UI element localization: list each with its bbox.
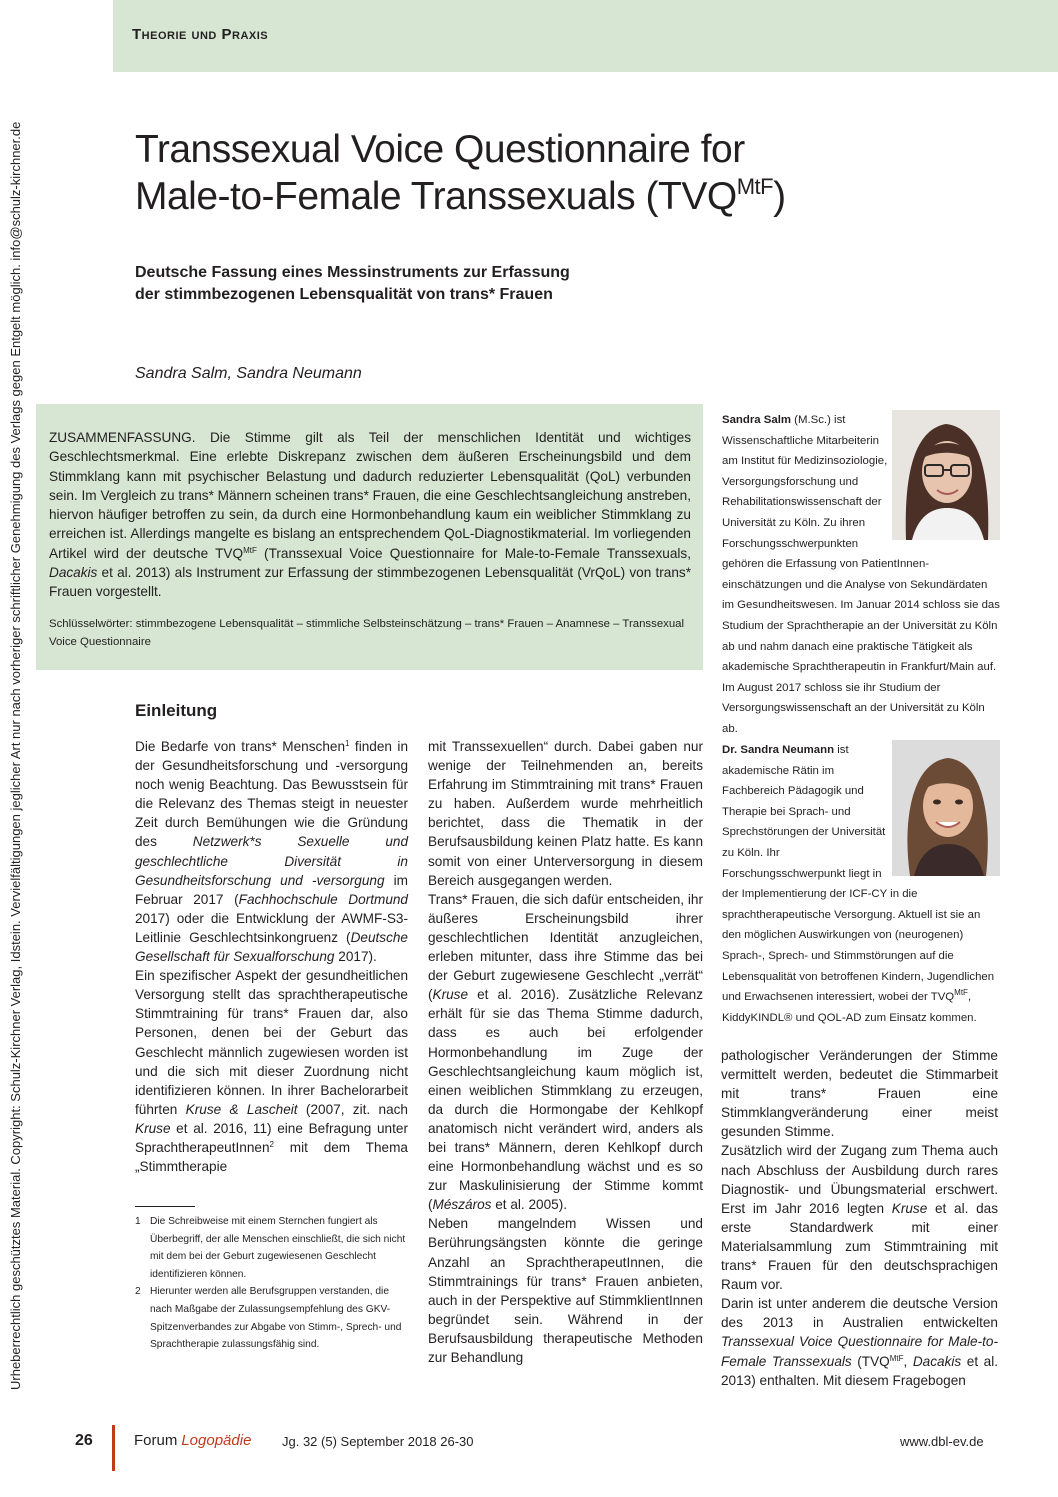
- bio1-name: Sandra Salm: [722, 414, 792, 426]
- footer-accent-bar: [112, 1425, 115, 1471]
- keywords: Schlüsselwörter: stimmbezogene Lebensqualität – stimmliche Selbsteinschätzung – trans* Frauen – Anamnese – Transsexual Voice Questionnaire: [49, 618, 685, 648]
- author-photo-salm: [892, 410, 1000, 540]
- column-1: [135, 737, 408, 1176]
- journal-forum: Forum: [134, 1432, 178, 1449]
- footnotes: [135, 1213, 408, 1354]
- abstract-part1: ZUSAMMENFASSUNG. Die Stimme gilt als Teil der menschlichen Identität und wichtiges Geschlechtsmerkmal. Eine erlebte Diskrepanz zwischen dem äußeren Erscheinungsbild und dem Stimmklang kann mit psychischer Belastung und dadurch reduzierter Lebensqualität (QoL) verbunden sein. Im Vergleich zu trans* Männern scheinen trans* Frauen, die eine Geschlechtsangleichung anstreben, hiervon häufiger betroffen zu sein, da durch eine Hormonbehandlung kaum ein weiblicher Stimmklang zu erreichen ist. Allerdings mangelte es bislang an entsprechendem QoL-Diagnostikmaterial. Im vorliegenden Artikel wird der deutsche TVQ: [49, 430, 691, 561]
- col3-paragraph-1: pathologischer Veränderungen der Stimme vermittelt werden, bedeutet die Stimmarbeit mit trans* Frauen eine Stimmklangveränderung einer meist gesunden Stimme.: [721, 1048, 998, 1140]
- title-close: ): [773, 175, 786, 218]
- subtitle-line1: Deutsche Fassung eines Messinstruments zur Erfassung: [135, 264, 570, 281]
- bio1-text: (M.Sc.) ist Wissenschaftliche Mitarbeiterin am Institut für Medizinsoziologie, Versorgungsforschung und Rehabilitationswissenschaft der Universität zu Köln. Zu ihren Forschungsschwerpunkten gehören die Erfassung von PatientInnen-einschätzungen und die Analyse von Sekundärdaten im Gesundheitswesen. Im Januar 2014 schloss sie das Studium der Sprachtherapie an der Universität zu Köln ab und nahm danach eine praktische Tätigkeit als akademische Sprachtherapeutin in Frankfurt/Main auf. Im August 2017 schloss sie ihr Studium der Versorgungswissenschaft an der Universität zu Köln ab.: [722, 414, 1000, 735]
- copyright-notice: Urheberrechtlich geschütztes Material. Copyright: Schulz-Kirchner Verlag, Idstein. Vervielfältigungen jeglicher Art nur nach vorheriger schriftlicher Genehmigung des Verlags gegen Entgelt möglich. info@schulz-kirchner.de: [8, 121, 23, 1390]
- section-label: Theorie und Praxis: [132, 26, 269, 43]
- column-3: [721, 1046, 998, 1390]
- article-subtitle: [135, 262, 695, 306]
- col2-paragraph-1: mit Transsexuellen“ durch. Dabei gaben nur wenige der Teilnehmenden an, bereits Erfahrung im Stimmtraining mit trans* Frauen zu haben. Außerdem wurde mehrheitlich berichtet, dass die Thematik in der Berufsausbildung keinen Platz hatte. Es kann somit von einer Unterversorgung in diesem Bereich ausgegangen werden.: [428, 739, 703, 888]
- bio2-name: Dr. Sandra Neumann: [722, 744, 835, 756]
- journal-name: [134, 1432, 251, 1449]
- page-number: 26: [75, 1432, 93, 1449]
- journal-logopaedie: Logopädie: [181, 1432, 252, 1449]
- footnote: 2 Hierunter werden alle Berufsgruppen verstanden, die nach Maßgabe der Zulassungsempfehlung des GKV-Spitzenverbandes zur Abgabe von Stimm-, Sprech- und Sprachtherapie zulassungsfähig sind.: [135, 1286, 402, 1351]
- article-title: [135, 126, 895, 220]
- footnote-rule: [135, 1206, 195, 1207]
- col2-paragraph-3: Neben mangelndem Wissen und Berührungsängsten könnte die geringe Anzahl an SprachtherapeutInnen, die Stimmtrainings für trans* Frauen anbieten, auch in der Perspektive auf StimmklientInnen begründet sein. Während in der Berufsausbildung therapeutische Methoden zur Behandlung: [428, 1216, 703, 1365]
- col1-paragraph-1: Die Bedarfe von trans* Menschen$^1$ finden in der Gesundheitsforschung und -versorgung noch wenig Beachtung. Das Bewusstsein für die Relevanz des Themas steigt in neuester Zeit durch Bemühungen wie die Gründung des Netzwerk*s Sexuelle und geschlechtliche Diversität in Gesundheitsforschung und -versorgung im Februar 2017 (Fachhochschule Dortmund 2017) oder die Entwicklung der AWMF-S3-Leitlinie Geschlechtsinkongruenz (Deutsche Gesellschaft für Sexualforschung 2017).: [135, 739, 409, 965]
- column-2: [428, 737, 703, 1367]
- title-superscript: MtF: [736, 174, 774, 199]
- title-line2: Male-to-Female Transsexuals (TVQ: [135, 175, 737, 218]
- abstract-sup: MtF: [243, 545, 257, 555]
- authors: Sandra Salm, Sandra Neumann: [135, 365, 362, 382]
- abstract-text: [49, 428, 691, 602]
- bio2-text-end: , KiddyKINDL® und QOL-AD zum Einsatz kommen.: [722, 991, 977, 1024]
- bio2-sup: MtF: [954, 988, 968, 998]
- col3-paragraph-3: Darin ist unter anderem die deutsche Version des 2013 in Australien entwickelten Transsexual Voice Questionnaire for Male-to-Female Transsexuals ($TVQ^{MtF}$, Dacakis et al. 2013) enthalten. Mit diesem Fragebogen: [721, 1296, 999, 1388]
- author-bio-neumann: [722, 740, 1000, 1028]
- abstract-part3: et al. 2013) als Instrument zur Erfassung der stimmbezogenen Lebensqualität (VrQoL) von trans* Frauen vorgestellt.: [49, 565, 691, 600]
- col2-paragraph-2: Trans* Frauen, die sich dafür entscheiden, ihr äußeres Erscheinungsbild ihrer geschlechtlichen Identität anzugleichen, erleben mitunter, dass ihre Stimme das bei der Geburt zugewiesene Geschlecht „verrät“ (Kruse et al. 2016). Zusätzliche Relevanz erhält für sie das Thema Stimme dadurch, dass es auch bei erfolgender Hormonbehandlung im Zuge der Geschlechtsangleichung kaum möglich ist, einen weiblichen Stimmklang zu erzeugen, da durch die Hormongabe der Kehlkopf anatomisch nicht verändert wird, anders als bei trans* Männern, deren Kehlkopf durch eine Hormonbehandlung wächst und es so zur Maskulinisierung der Stimme kommt (Mészáros et al. 2005).: [428, 891, 703, 1213]
- author-bio-salm: [722, 410, 1000, 740]
- abstract-part2: (Transsexual Voice Questionnaire for Male-to-Female Transsexuals,: [256, 545, 691, 561]
- title-line1: Transsexual Voice Questionnaire for: [135, 128, 745, 171]
- col3-paragraph-2: Zusätzlich wird der Zugang zum Thema auch nach Abschluss der Ausbildung durch rares Diagnostik- und Übungsmaterial erschwert. Erst im Jahr 2016 legten Kruse et al. das erste Standardwerk mit einer Materialsammlung zum Stimmtraining mit trans* Frauen für den deutschsprachigen Raum vor.: [721, 1143, 998, 1293]
- journal-issue: Jg. 32 (5) September 2018 26-30: [282, 1434, 474, 1449]
- intro-heading: Einleitung: [135, 701, 218, 720]
- bio2-text: ist akademische Rätin im Fachbereich Pädagogik und Therapie bei Sprach- und Sprechstörungen der Universität zu Köln. Ihr Forschungsschwerpunkt liegt in der Implementierung der ICF-CY in die sprachtherapeutische Versorgung. Aktuell ist sie an den möglichen Auswirkungen von (neurogenen) Sprach-, Sprech- und Stimmstörungen auf die Lebensqualität von betroffenen Kindern, Jugendlichen und Erwachsenen interessiert, wobei der TVQ: [722, 744, 995, 1004]
- col1-paragraph-2: Ein spezifischer Aspekt der gesundheitlichen Versorgung stellt das sprachtherapeutische Stimmtraining für trans* Frauen dar, also Personen, denen bei der Geburt das Geschlecht männlich zugewiesen worden ist und die sich mit dieser Zuordnung nicht identifizieren können. In ihrer Bachelorarbeit führten Kruse & Lascheit (2007, zit. nach Kruse et al. 2016, 11) eine Befragung unter SprachtherapeutInnen$^2$ mit dem Thema „Stimmtherapie: [135, 968, 408, 1175]
- footnote: 1 Die Schreibweise mit einem Sternchen fungiert als Überbegriff, der alle Menschen einschließt, die sich nicht mit dem bei der Geburt zugewiesenen Geschlecht identifizieren können.: [135, 1216, 406, 1280]
- subtitle-line2: der stimmbezogenen Lebensqualität von trans* Frauen: [135, 286, 553, 303]
- author-photo-neumann: [892, 740, 1000, 876]
- abstract-citation: Dacakis: [49, 565, 98, 581]
- journal-url: www.dbl-ev.de: [900, 1434, 984, 1449]
